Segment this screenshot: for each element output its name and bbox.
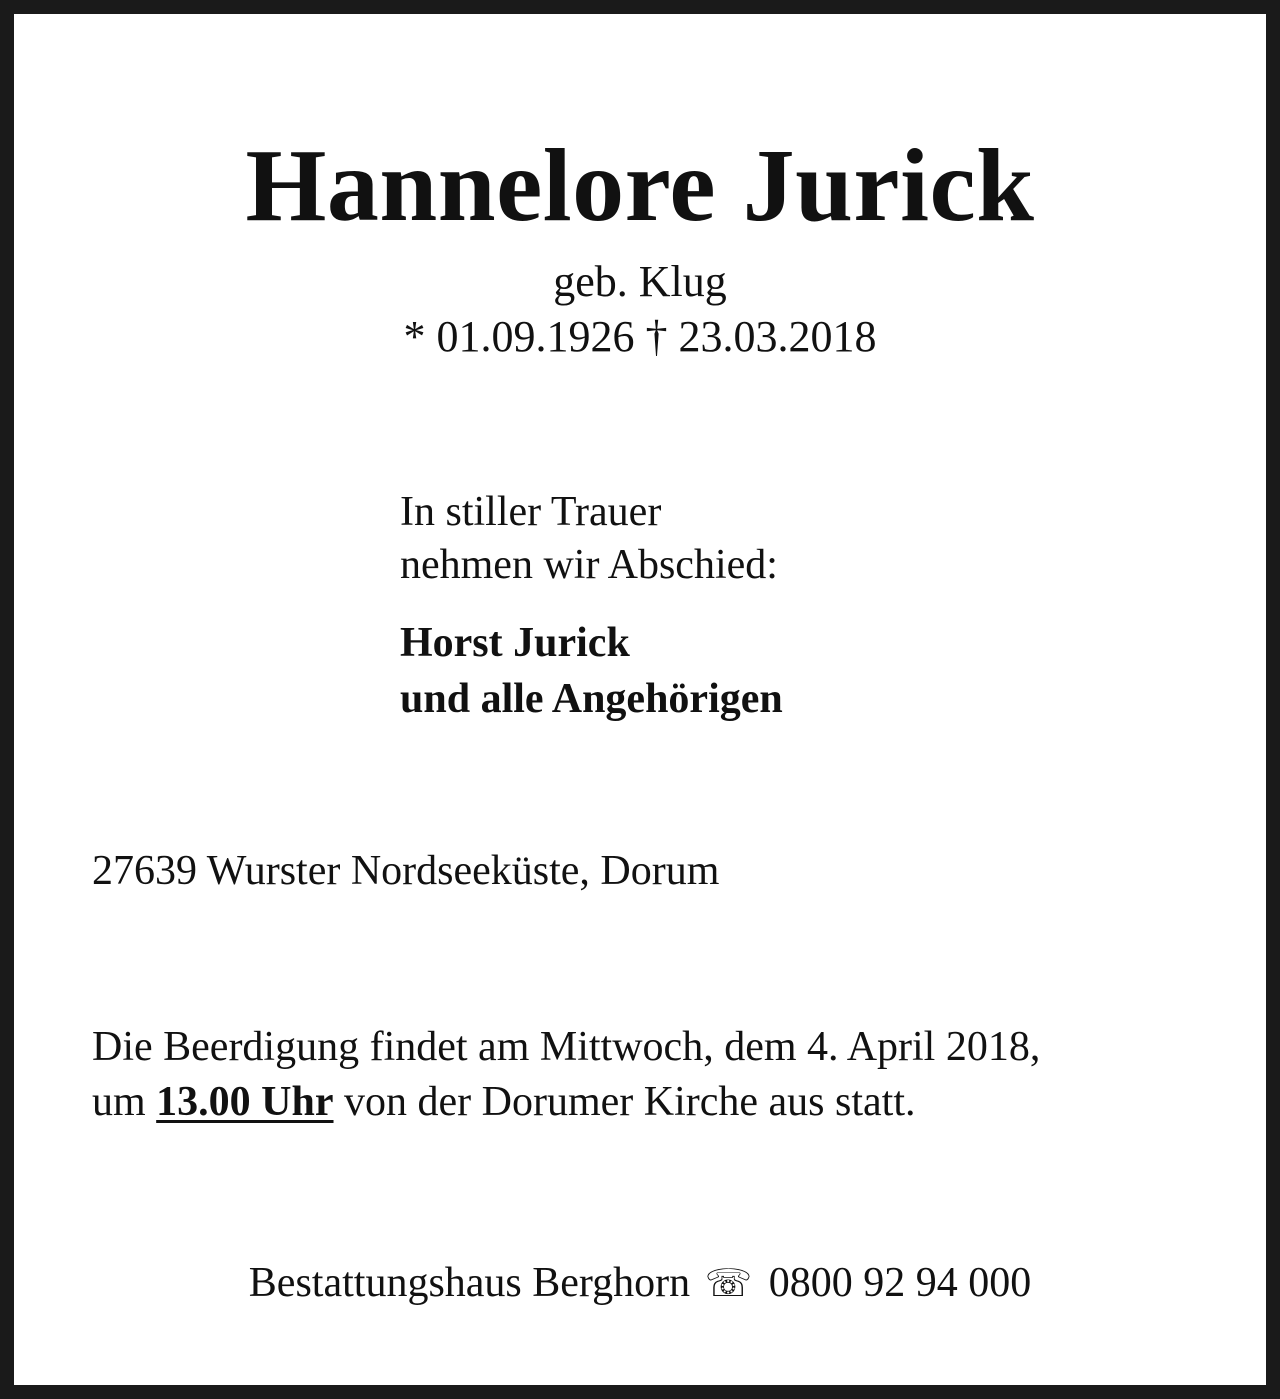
funeral-line-2-post: von der Dorumer Kirche aus statt.: [333, 1079, 916, 1125]
funeral-line-2-pre: um: [92, 1079, 157, 1125]
mourning-line-2: nehmen wir Abschied:: [400, 542, 778, 588]
maiden-name: geb. Klug: [553, 257, 727, 306]
mourners: [400, 615, 783, 727]
mourner-1: Horst Jurick: [400, 620, 630, 666]
undertaker-line: [14, 1255, 1266, 1311]
funeral-line-2: [92, 1075, 1040, 1130]
mourner-2: und alle Angehörigen: [400, 676, 783, 722]
deceased-name: Hannelore Jurick: [245, 128, 1035, 243]
funeral-time: 13.00 Uhr: [156, 1079, 334, 1125]
funeral-line-1: Die Beerdigung findet am Mittwoch, dem 4. April 2018,: [92, 1024, 1041, 1070]
undertaker-name: Bestattungshaus Berghorn: [248, 1260, 691, 1306]
undertaker-phone: 0800 92 94 000: [768, 1260, 1032, 1306]
mourning-block: [400, 486, 783, 727]
funeral-info: [92, 1020, 1040, 1130]
address: 27639 Wurster Nordseeküste, Dorum: [92, 848, 720, 894]
telephone-icon: ☏: [704, 1261, 753, 1305]
mourning-line-1: In stiller Trauer: [400, 489, 662, 535]
life-dates: * 01.09.1926 † 23.03.2018: [403, 312, 877, 361]
